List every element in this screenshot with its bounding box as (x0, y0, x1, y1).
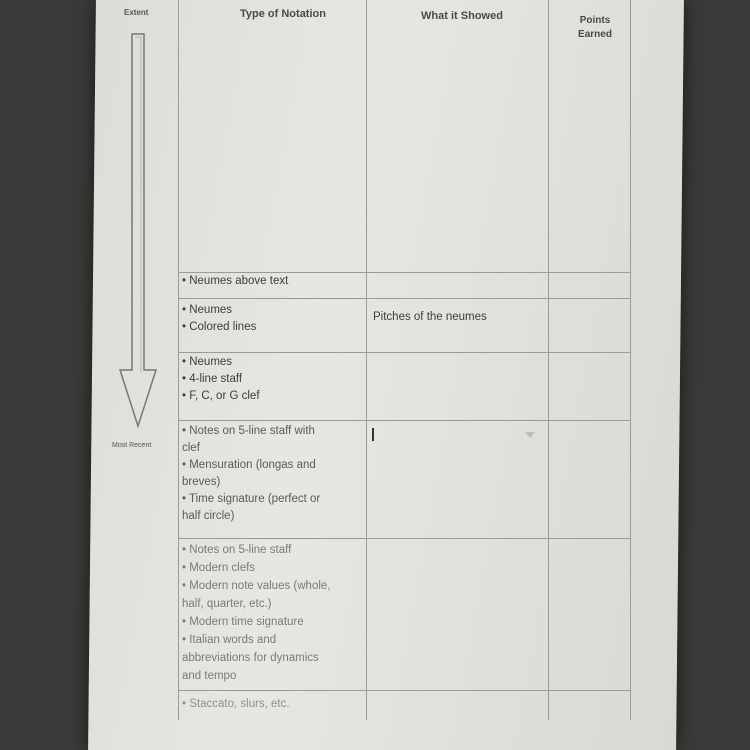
points-header-line1: Points (579, 15, 611, 26)
table-row (182, 302, 256, 336)
list-item: abbreviations for dynamics (182, 652, 319, 664)
extent-header: Extent (124, 8, 149, 17)
list-item: • Modern clefs (182, 562, 256, 574)
list-item: • Neumes (182, 304, 233, 316)
list-item: • Modern note values (whole, (182, 580, 331, 592)
list-item: • Notes on 5-line staff with (182, 425, 315, 437)
table-row (182, 541, 331, 685)
type-of-notation-header: Type of Notation (240, 8, 326, 20)
list-item: half circle) (182, 510, 235, 522)
list-item: • Modern time signature (182, 616, 304, 628)
list-item: half, quarter, etc.) (182, 598, 272, 610)
table-row (182, 423, 320, 525)
list-item: • Neumes (182, 356, 233, 368)
timeline-down-arrow-icon (116, 28, 160, 428)
what-it-showed-cell[interactable]: Pitches of the neumes (373, 311, 487, 323)
list-item: • Mensuration (longas and (182, 459, 316, 471)
table-row (182, 273, 288, 290)
chevron-down-icon[interactable] (525, 432, 535, 438)
list-item: • 4-line staff (182, 373, 243, 385)
list-item: • Italian words and (182, 634, 277, 646)
list-item: • Colored lines (182, 321, 257, 333)
list-item: breves) (182, 476, 221, 488)
table-row (182, 696, 290, 713)
what-it-showed-header: What it Showed (421, 10, 503, 22)
list-item: clef (182, 442, 200, 454)
table-row (182, 354, 260, 405)
list-item: • Time signature (perfect or (182, 493, 321, 505)
list-item: and tempo (182, 670, 237, 682)
points-earned-header (560, 14, 630, 42)
text-cursor[interactable] (372, 428, 374, 441)
most-recent-label: Most Recent (112, 442, 152, 449)
list-item: • Notes on 5-line staff (182, 544, 292, 556)
points-header-line2: Earned (578, 29, 612, 40)
list-item: • Neumes above text (182, 275, 289, 287)
list-item: • F, C, or G clef (182, 390, 260, 402)
list-item: • Staccato, slurs, etc. (182, 698, 290, 710)
